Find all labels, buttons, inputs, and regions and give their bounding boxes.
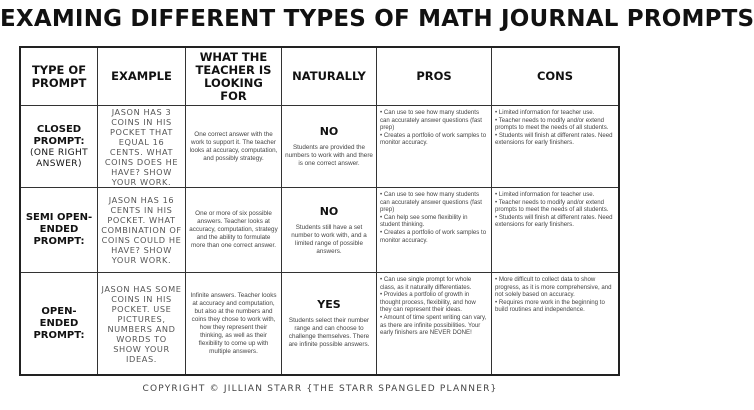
header-pros: PROS — [377, 48, 492, 106]
list-item: • Students will finish at different rates. Need extensions for early finishers. — [495, 131, 613, 147]
row-type — [21, 273, 98, 374]
row-pros — [377, 106, 492, 188]
header-cons: CONS — [492, 48, 618, 106]
list-item: • Can use to see how many students can accurately answer questions (fast prep) — [380, 109, 482, 132]
type-sublabel: (ONE RIGHT ANSWER) — [29, 147, 89, 169]
list-item: • Students will finish at different rates. Need extensions for early finishers. — [495, 213, 613, 229]
type-label: OPEN-ENDED PROMPT: — [33, 305, 85, 341]
row-teacher: Infinite answers. Teacher looks at accuracy and computation, but also at the numbers and coins they chose to work with, how they represent their thinking, as well as their flexibility to come up with multiple answers. — [186, 273, 282, 374]
row-example: JASON HAS SOME COINS IN HIS POCKET. USE PICTURES, NUMBERS AND WORDS TO SHOW YOUR IDEAS. — [98, 273, 186, 374]
row-pros — [377, 273, 492, 374]
row-naturally — [282, 106, 377, 188]
naturally-answer: YES — [317, 298, 341, 311]
row-example: JASON HAS 3 COINS IN HIS POCKET THAT EQUAL 16 CENTS. WHAT COINS DOES HE HAVE? SHOW YOUR WORK. — [98, 106, 186, 188]
row-teacher: One or more of six possible answers. Teacher looks at accuracy, computation, strategy and the ability to formulate more than one correct answer. — [186, 188, 282, 273]
list-item: • Teacher needs to modify and/or extend prompts to meet the needs of all students. — [495, 198, 609, 214]
copyright-footer: COPYRIGHT © JILLIAN STARR {THE STARR SPANGLED PLANNER} — [142, 384, 498, 394]
list-item: • Limited information for teacher use. — [495, 109, 595, 116]
row-cons — [492, 188, 618, 273]
header-teacher: WHAT THE TEACHER IS LOOKING FOR — [186, 48, 282, 106]
prompts-table — [19, 46, 620, 376]
header-naturally: NATURALLY — [282, 48, 377, 106]
naturally-answer: NO — [319, 204, 339, 218]
list-item: • Can help see some flexibility in student thinking. — [380, 213, 468, 229]
list-item: • Can use to see how many students can accurately answer questions (fast prep) — [380, 191, 482, 214]
row-type — [21, 188, 98, 273]
row-naturally — [282, 188, 377, 273]
type-label: SEMI OPEN-ENDED PROMPT: — [25, 212, 93, 247]
type-label: CLOSED PROMPT: — [33, 123, 85, 147]
list-item: • Creates a portfolio of work samples to monitor accuracy. — [380, 228, 487, 244]
header-type: TYPE OF PROMPT — [21, 48, 98, 106]
list-item: • More difficult to collect data to show progress, as it is more comprehensive, and not solely based on accuracy. — [495, 276, 612, 299]
row-pros — [377, 188, 492, 273]
row-naturally — [282, 273, 377, 374]
list-item: • Limited information for teacher use. — [495, 191, 595, 198]
row-type — [21, 106, 98, 188]
header-example: EXAMPLE — [98, 48, 186, 106]
list-item: • Teacher needs to modify and/or extend prompts to meet the needs of all students. — [495, 116, 609, 132]
list-item: • Amount of time spent writing can vary, as there are infinite possibilities. Your early finishers are NEVER DONE! — [380, 313, 487, 337]
list-item: • Provides a portfolio of growth in thought process, flexibility, and how they can represent their ideas. — [380, 291, 476, 314]
naturally-text: Students select their number range and can choose to challenge themselves. There are infinite possible answers. — [288, 317, 370, 348]
row-cons — [492, 273, 618, 374]
naturally-text: Students are provided the numbers to work with and there is one correct answer. — [285, 144, 373, 167]
list-item: • Can use single prompt for whole class, as it naturally differentiates. — [380, 276, 472, 291]
row-teacher: One correct answer with the work to support it. The teacher looks at accuracy, computation, and possibly strategy. — [186, 106, 282, 188]
list-item: • Creates a portfolio of work samples to monitor accuracy. — [380, 131, 487, 147]
page-title: EXAMING DIFFERENT TYPES OF MATH JOURNAL PROMPTS — [0, 6, 754, 32]
list-item: • Requires more work in the beginning to build routines and independence. — [495, 298, 605, 314]
naturally-answer: NO — [319, 125, 339, 138]
row-cons — [492, 106, 618, 188]
naturally-text: Students still have a set number to work with, and a limited range of possible answers. — [291, 223, 367, 255]
row-example: JASON HAS 16 CENTS IN HIS POCKET. WHAT COMBINATION OF COINS COULD HE HAVE? SHOW YOUR WORK. — [98, 188, 186, 273]
